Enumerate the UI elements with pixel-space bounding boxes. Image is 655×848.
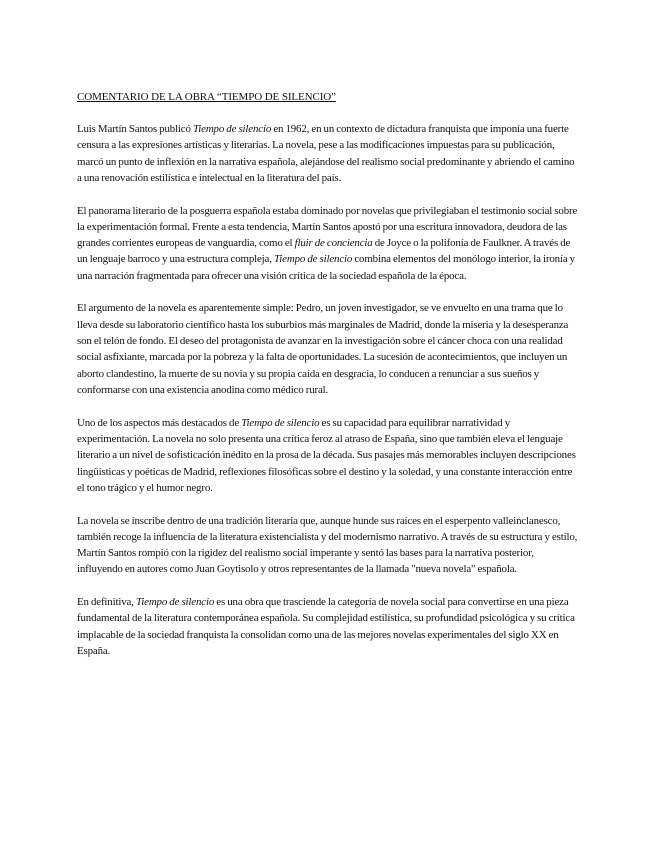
- document-title: COMENTARIO DE LA OBRA “TIEMPO DE SILENCIO”: [77, 91, 336, 103]
- text-run: En definitiva,: [77, 596, 136, 609]
- italic-text-run: Tiempo de silencio: [274, 253, 353, 266]
- italic-text-run: Tiempo de silencio: [135, 596, 215, 609]
- text-run: El panorama literario de la posguerra española estaba dominado por novelas que privilegiaban el testimonio social sobre la experimentación formal. Frente a esta tendencia, Martín Santos apostó por una escritura innovadora, deudora de las grandes corrientes europeas de vanguardia, como el: [77, 204, 578, 250]
- text-run: en 1962, en un contexto de dictadura franquista que imponía una fuerte censura a las expresiones artísticas y literarias. La novela, pese a las modificaciones impuestas para su publicación, marcó un punto de inflexión en la narrativa española, alejándose del realismo social predominante y abriendo el camino a una renovación estilística e intelectual en la literatura del país.: [77, 123, 575, 184]
- text-run: de Joyce o la polifonía de Faulkner. A través de un lenguaje barroco y una estructura compleja,: [77, 237, 571, 266]
- italic-text-run: Tiempo de silencio: [192, 123, 272, 135]
- text-run: El argumento de la novela es aparentemente simple: Pedro, un joven investigador, se ve envuelto en una trama que lo lleva desde su laboratorio científico hasta los suburbios más marginales de Madrid, donde la miseria y la desesperanza son el telón de fondo. El deseo del protagonista de avanzar en la investigación sobre el cáncer choca con una realidad social asfixiante, marcada por la pobreza y la falta de oportunidades. La sucesión de acontecimientos, que incluyen un aborto clandestino, la muerte de su novia y su propia caída en desgracia, lo conducen a renunciar a sus sueños y conformarse con una existencia anodina como médico rural.: [77, 302, 569, 396]
- text-run: combina elementos del monólogo interior, la ironía y una narración fragmentada para ofrecer una visión crítica de la sociedad española de la época.: [77, 253, 575, 282]
- italic-text-run: fluir de conciencia: [294, 237, 373, 250]
- paragraph-6: [77, 594, 578, 659]
- italic-text-run: Tiempo de silencio: [241, 416, 320, 429]
- text-run: La novela se inscribe dentro de una tradición literaria que, aunque hunde sus raíces en el esperpento valleinclanesco, también recoge la influencia de la literatura existencialista y del modernismo narrativo. A través de su estructura y estilo, Martín Santos rompió con la rigidez del realismo social imperante y sentó las bases para la narrativa posterior, influyendo en autores como Juan Goytisolo y otros representantes de la llamada "nueva novela" española.: [77, 514, 578, 576]
- paragraph-2: [77, 203, 578, 284]
- paragraph-4: [77, 415, 578, 496]
- document-body: [77, 121, 578, 659]
- paragraph-1: [77, 121, 578, 186]
- document-page: [77, 90, 578, 676]
- text-run: Uno de los aspectos más destacados de: [77, 416, 242, 429]
- paragraph-3: [77, 300, 578, 398]
- text-run: es su capacidad para equilibrar narratividad y experimentación. La novela no solo presenta una crítica feroz al atraso de España, sino que también eleva el lenguaje literario a un nivel de sofisticación inédito en la prosa de la década. Sus pasajes más memorables incluyen descripciones lingüísticas y poéticas de Madrid, reflexiones filosóficas sobre el destino y la soledad, y una constante interacción entre el tono trágico y el humor negro.: [77, 416, 576, 494]
- text-run: Luis Martín Santos publicó: [77, 123, 193, 135]
- text-run: es una obra que trasciende la categoría de novela social para convertirse en una pieza fundamental de la literatura contemporánea española. Su complejidad estilística, su profundidad psicológica y su crítica implacable de la sociedad franquista la consolidan como una de las mejores novelas experimentales del siglo XX en España.: [77, 596, 575, 657]
- paragraph-5: [77, 513, 578, 578]
